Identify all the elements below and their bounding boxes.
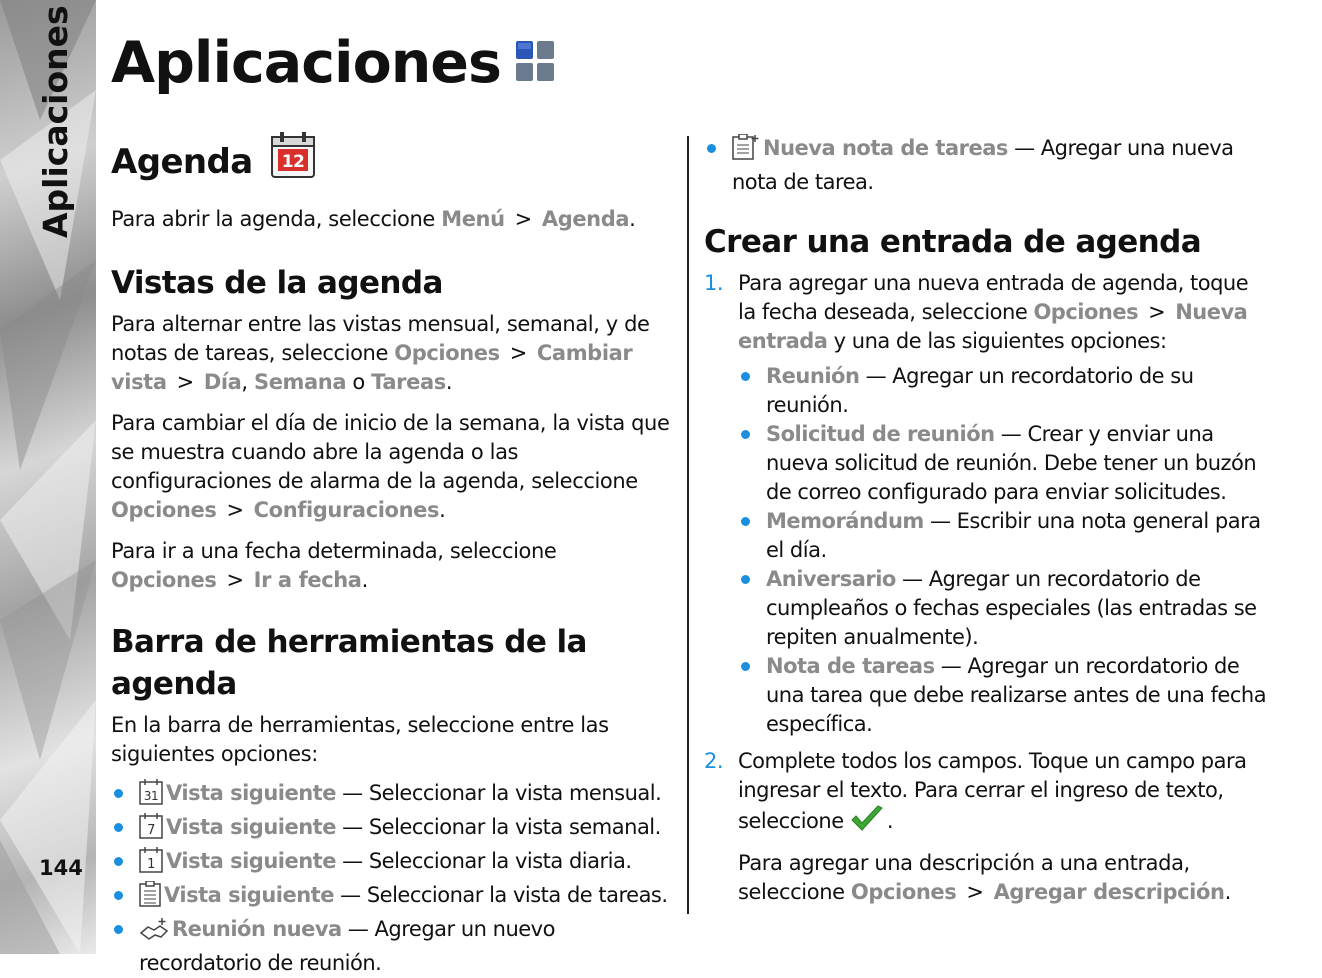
step-1-tail: y una de las siguientes opciones: xyxy=(833,329,1167,353)
item-desc: — Seleccionar la vista de tareas. xyxy=(333,883,668,907)
views-paragraph-1: Para alternar entre las vistas mensual, semanal, y de notas de tareas, seleccione Opciones > Cambiar vista > Día, Semana o Tareas. xyxy=(111,312,650,394)
icon-label: 31 xyxy=(143,789,159,803)
agenda-open-paragraph: Para abrir la agenda, seleccione Menú > Agenda. xyxy=(111,207,636,231)
page-title xyxy=(111,30,555,96)
bullet xyxy=(707,144,716,153)
bullet xyxy=(741,575,750,584)
menu-keyword: Menú xyxy=(441,207,505,231)
bullet xyxy=(741,430,750,439)
entry-options xyxy=(738,362,1270,739)
sep: > xyxy=(514,207,532,231)
applications-icon xyxy=(515,30,555,96)
option-desc: — Agregar un recordatorio de una tarea que debe realizarse antes de una fecha específica. xyxy=(766,654,1267,736)
option-key: Reunión xyxy=(766,364,860,388)
new-todo-icon xyxy=(732,134,760,168)
list-item xyxy=(111,813,673,847)
left-column xyxy=(111,130,673,978)
opciones-keyword: Opciones xyxy=(111,498,217,522)
option-desc: — Agregar un recordatorio de cumpleaños o fechas especiales (las entradas se repiten anualmente). xyxy=(766,567,1257,649)
opciones-keyword: Opciones xyxy=(394,341,500,365)
page-number: 144 xyxy=(39,856,83,880)
agregar-descripcion-keyword: Agregar descripción xyxy=(993,880,1225,904)
nueva-entrada-keyword: Nueva entrada xyxy=(738,300,1248,353)
list-item xyxy=(111,779,673,813)
step-number: 2. xyxy=(704,749,724,773)
bullet xyxy=(114,857,123,866)
option-key: Aniversario xyxy=(766,567,896,591)
bullet xyxy=(114,925,123,934)
sep: > xyxy=(966,880,984,904)
item-desc: — Seleccionar la vista mensual. xyxy=(335,781,662,805)
calendar-icon-day: 12 xyxy=(281,152,304,172)
create-steps xyxy=(704,269,1270,907)
list-item xyxy=(111,915,673,978)
description-text: Para agregar una descripción a una entrada, seleccione xyxy=(738,851,1190,904)
item-key: Vista siguiente xyxy=(166,781,336,805)
list-item xyxy=(738,565,1270,652)
step-1-text: Para agregar una nueva entrada de agenda, toque la fecha deseada, seleccione xyxy=(738,271,1249,324)
option-desc: — Crear y enviar una nueva solicitud de reunión. Debe tener un buzón de correo configurado para enviar solicitudes. xyxy=(766,422,1257,504)
list-item xyxy=(704,134,1270,197)
item-desc: — Agregar un nuevo recordatorio de reunión. xyxy=(139,917,555,975)
description-paragraph: Para agregar una descripción a una entrada, seleccione Opciones > Agregar descripción. xyxy=(738,851,1231,904)
views-paragraph-3: Para ir a una fecha determinada, seleccione Opciones > Ir a fecha. xyxy=(111,539,557,592)
page-title-text: Aplicaciones xyxy=(111,30,501,96)
list-item xyxy=(738,652,1270,739)
views-p3-text: Para ir a una fecha determinada, seleccione xyxy=(111,539,557,563)
icon-label: 7 xyxy=(147,823,155,838)
list-item xyxy=(111,881,673,915)
views-paragraph-2: Para cambiar el día de inicio de la semana, la vista que se muestra cuando abre la agenda o las configuraciones de alarma de la agenda, seleccione Opciones > Configuraciones. xyxy=(111,411,670,522)
views-p1-text: Para alternar entre las vistas mensual, semanal, y de notas de tareas, seleccione xyxy=(111,312,650,365)
agenda-open-text: Para abrir la agenda, seleccione xyxy=(111,207,435,231)
side-section-label: Aplicaciones xyxy=(36,5,75,238)
tareas-keyword: Tareas xyxy=(371,370,446,394)
month-view-icon xyxy=(139,779,163,813)
sep: > xyxy=(176,370,194,394)
item-desc: — Seleccionar la vista semanal. xyxy=(335,815,661,839)
agenda-keyword: Agenda xyxy=(541,207,630,231)
column-divider xyxy=(687,136,689,914)
semana-keyword: Semana xyxy=(253,370,347,394)
step-2-text: Complete todos los campos. Toque un campo para ingresar el texto. Para cerrar el ingreso de texto, seleccione xyxy=(738,749,1247,833)
list-item xyxy=(111,847,673,881)
step-2 xyxy=(704,747,1270,907)
item-key: Nueva nota de tareas xyxy=(763,136,1008,160)
sep: > xyxy=(509,341,527,365)
or-text: o xyxy=(352,370,365,394)
bullet xyxy=(114,823,123,832)
item-key: Reunión nueva xyxy=(172,917,342,941)
dia-keyword: Día xyxy=(203,370,242,394)
option-desc: — Agregar un recordatorio de su reunión. xyxy=(766,364,1194,417)
todo-view-icon xyxy=(139,881,161,915)
bullet xyxy=(741,372,750,381)
right-column xyxy=(704,130,1270,907)
sep: > xyxy=(226,498,244,522)
list-item xyxy=(738,507,1270,565)
opciones-keyword: Opciones xyxy=(850,880,957,904)
agenda-heading-text: Agenda xyxy=(111,141,253,182)
side-tab xyxy=(0,0,96,954)
views-p2-text: Para cambiar el día de inicio de la semana, la vista que se muestra cuando abre la agenda o las configuraciones de alarma de la agenda, seleccione xyxy=(111,411,670,493)
option-key: Nota de tareas xyxy=(766,654,935,678)
new-meeting-icon xyxy=(139,917,169,949)
agenda-heading xyxy=(111,132,673,191)
option-desc: — Escribir una nota general para el día. xyxy=(766,509,1261,562)
week-view-icon xyxy=(139,813,163,847)
option-key: Memorándum xyxy=(766,509,924,533)
sep: > xyxy=(226,568,244,592)
bullet xyxy=(114,789,123,798)
option-key: Solicitud de reunión xyxy=(766,422,995,446)
item-desc: — Agregar una nueva nota de tarea. xyxy=(732,136,1234,194)
step-number: 1. xyxy=(704,271,724,295)
cambiar-vista-keyword: Cambiar vista xyxy=(111,341,633,394)
toolbar-intro: En la barra de herramientas, seleccione entre las siguientes opciones: xyxy=(111,713,609,766)
toolbar-list-continued xyxy=(704,134,1270,197)
step-2-end: . xyxy=(886,809,893,833)
create-heading: Crear una entrada de agenda xyxy=(704,224,1202,260)
icon-label: 1 xyxy=(147,857,155,872)
configuraciones-keyword: Configuraciones xyxy=(253,498,440,522)
list-item xyxy=(738,362,1270,420)
calendar-icon xyxy=(271,132,315,191)
bullet xyxy=(741,662,750,671)
item-key: Vista siguiente xyxy=(164,883,334,907)
sep: > xyxy=(1148,300,1166,324)
toolbar-heading: Barra de herramientas de la agenda xyxy=(111,624,587,702)
checkmark-icon xyxy=(850,805,884,841)
day-view-icon xyxy=(139,847,163,881)
opciones-keyword: Opciones xyxy=(1033,300,1139,324)
step-1 xyxy=(704,269,1270,739)
bullet xyxy=(741,517,750,526)
item-key: Vista siguiente xyxy=(166,849,336,873)
views-heading: Vistas de la agenda xyxy=(111,265,443,301)
item-desc: — Seleccionar la vista diaria. xyxy=(335,849,632,873)
toolbar-list xyxy=(111,779,673,978)
opciones-keyword: Opciones xyxy=(111,568,217,592)
list-item xyxy=(738,420,1270,507)
bullet xyxy=(114,891,123,900)
ir-a-fecha-keyword: Ir a fecha xyxy=(253,568,362,592)
item-key: Vista siguiente xyxy=(166,815,336,839)
